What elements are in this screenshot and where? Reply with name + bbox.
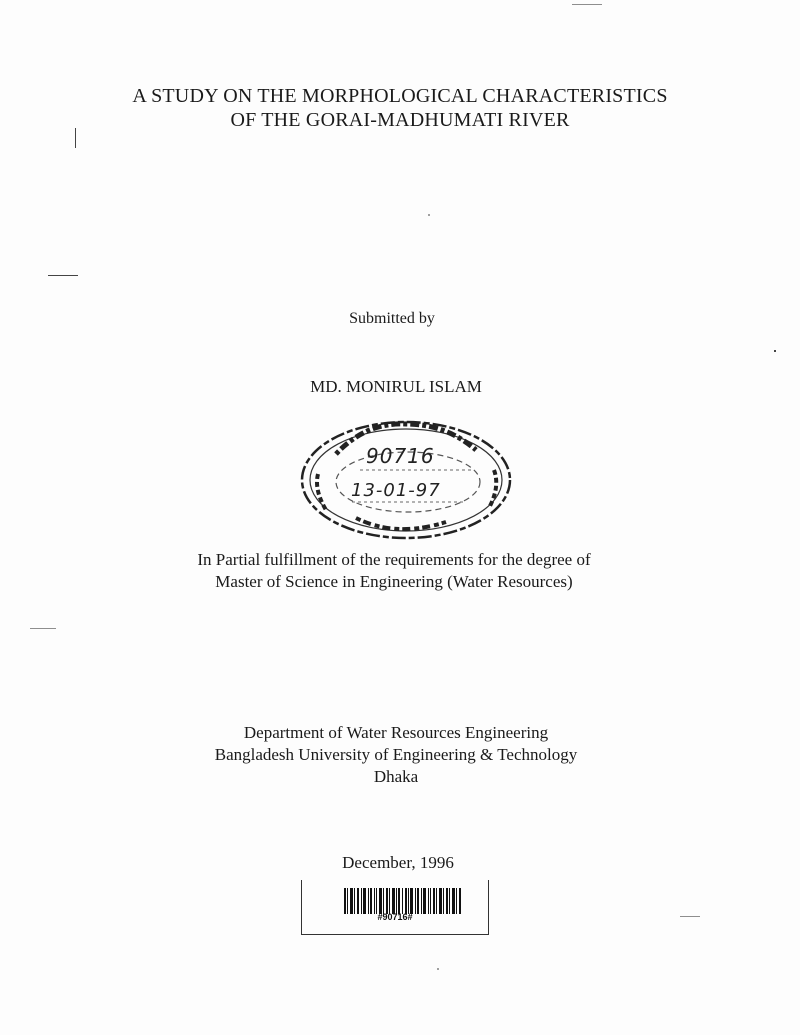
thesis-title-line-2: OF THE GORAI-MADHUMATI RIVER bbox=[230, 109, 570, 131]
thesis-title bbox=[0, 84, 800, 132]
scan-speck bbox=[30, 628, 56, 629]
barcode-bars bbox=[344, 888, 462, 914]
thesis-title-line-1: A STUDY ON THE MORPHOLOGICAL CHARACTERISTICS bbox=[132, 85, 668, 107]
city-name: Dhaka bbox=[373, 767, 419, 786]
scan-speck bbox=[774, 350, 776, 352]
scan-speck bbox=[428, 214, 430, 216]
scan-speck bbox=[75, 128, 76, 148]
author-name: MD. MONIRUL ISLAM bbox=[310, 377, 482, 396]
scan-speck bbox=[437, 968, 439, 970]
stamp-date: 13-01-97 bbox=[351, 480, 441, 501]
barcode-number: #90716# bbox=[377, 912, 413, 922]
submission-date: December, 1996 bbox=[342, 853, 454, 872]
scan-speck bbox=[680, 916, 700, 917]
institution-block bbox=[0, 722, 796, 788]
submitted-by-label: Submitted by bbox=[349, 310, 435, 327]
degree-line-1: In Partial fulfillment of the requirements for the degree of bbox=[197, 550, 591, 569]
department-name: Department of Water Resources Engineering bbox=[243, 723, 549, 742]
degree-statement bbox=[0, 549, 794, 593]
degree-line-2: Master of Science in Engineering (Water Resources) bbox=[215, 572, 573, 591]
barcode-label bbox=[301, 880, 489, 935]
library-stamp bbox=[296, 414, 516, 546]
stamp-accession-number: 90716 bbox=[366, 444, 435, 468]
university-name: Bangladesh University of Engineering & Technology bbox=[214, 745, 578, 764]
scan-speck bbox=[48, 275, 78, 276]
scan-speck bbox=[572, 4, 602, 5]
